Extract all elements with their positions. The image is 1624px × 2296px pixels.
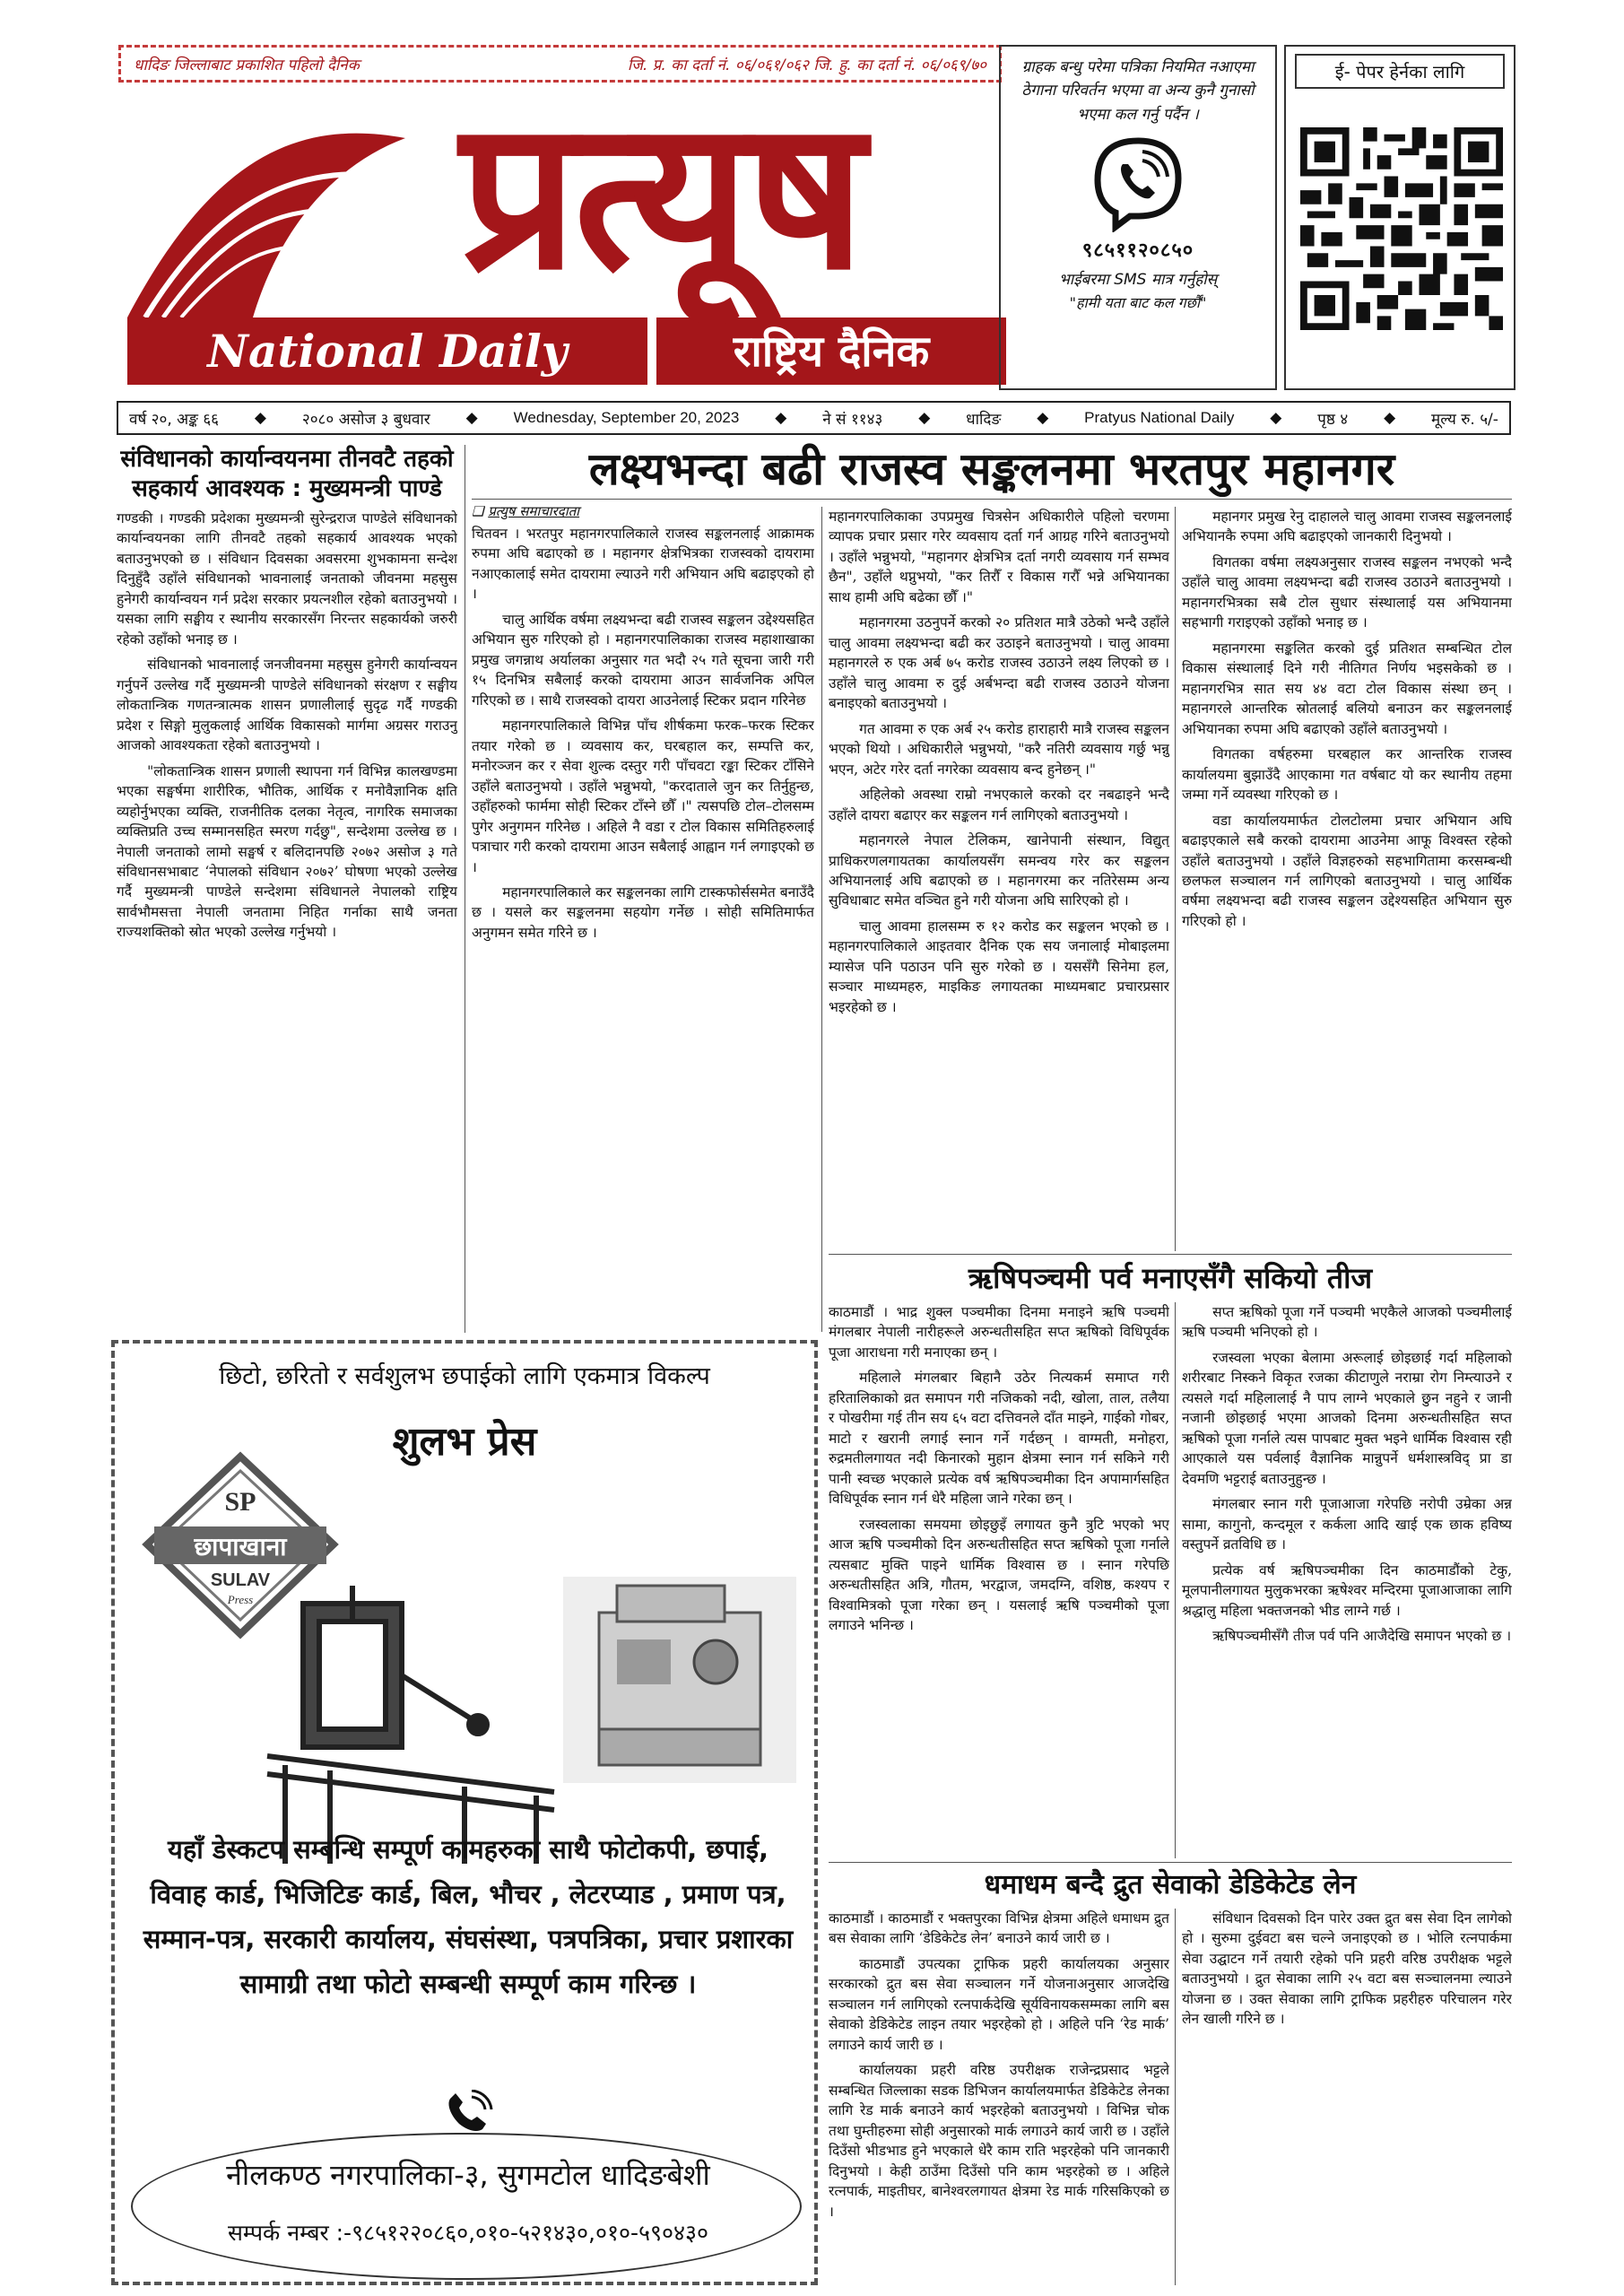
lead-paragraph: महानगर प्रमुख रेनु दाहालले चालु आवमा राजस्व सङ्कलनलाई अभियानकै रुपमा अघि बढाइएको जानकारी दिनुभयो । bbox=[1182, 509, 1512, 545]
teej-article-col-2 bbox=[1182, 1302, 1512, 1858]
lead-article-col-1 bbox=[472, 524, 814, 1331]
lead-paragraph: महानगरपालिकाका उपप्रमुख चित्रसेन अधिकारीले पहिलो चरणमा व्यापक प्रचार प्रसार गरेर व्यवसाय दर्ता गर्न आग्रह गरिने बताउनुभयो । उहाँले भन्नुभयो, "महानगर क्षेत्रभित्र दर्ता नगरी व्यवसाय गर्न सम्भव छैन", उहाँले थप्नुभयो, "कर तिरौँ र विकास गरौँ भन्ने अभियानका साथ हामी अघि बढेका छौँ ।" bbox=[829, 509, 1169, 605]
lead-paragraph: महानगरमा सङ्कलित करको दुई प्रतिशत सम्बन्धित टोल विकास संस्थालाई दिने गरी नीतिगत निर्णय भइसकेको छ । महानगरभित्र सात सय ४४ वटा टोल विकास संस्था छन् । महानगरले आन्तरिक स्रोतलाई बलियो बनाउन कर सङ्कलनलाई अभियानका रुपमा अघि बढाएको उहाँले बताउनुभयो । bbox=[1182, 639, 1512, 737]
bus-article-col-1 bbox=[829, 1909, 1169, 2285]
place: धादिङ bbox=[966, 410, 1002, 429]
viber-note: भाईबरमा SMS मात्र गर्नुहोस् bbox=[1058, 271, 1218, 290]
epaper-box bbox=[1284, 45, 1515, 390]
viber-number: ९८५११२०८५० bbox=[1081, 239, 1194, 263]
bus-paragraph: काठमाडौं उपत्यका ट्राफिक प्रहरी कार्यालयका अनुसार सरकारको द्रुत बस सेवा सञ्चालन गर्ने योजनाअनुसार आजदेखि सञ्चालन गर्न लागिएको रत्नपार्कदेखि सूर्यविनायकसम्मका लागि बस सेवाको डेडिकेटेड लाइन तयार भइरहेको हो । अहिले पनि ‘रेड मार्क’ लगाउने कार्य जारी छ । bbox=[829, 1955, 1169, 2053]
price: मूल्य रु. ५/- bbox=[1431, 410, 1498, 429]
masthead-tagline: धादिङ जिल्लाबाट प्रकाशित पहिलो दैनिक bbox=[134, 56, 360, 74]
teej-paragraph: मंगलबार स्नान गरी पूजाआजा गरेपछि नरोपी उम्रेका अन्न सामा, कागुनो, कन्दमूल र कर्कला आदि खाई एक छाक हविष्य वस्तुपर्ने व्रतविधि छ । bbox=[1182, 1496, 1512, 1553]
logo-sub: SULAV bbox=[210, 1570, 271, 1590]
left-article bbox=[117, 445, 457, 1333]
logo bbox=[109, 76, 1006, 393]
lead-paragraph: चितवन । भरतपुर महानगरपालिकाले राजस्व सङ्कलनलाई आक्रामक रुपमा अघि बढाएको छ । महानगर क्षेत्रभित्रका राजस्वको दायरामा नआएकालाई समेत दायरामा ल्याउने गरी अभियान अघि बढाइएको हो । bbox=[472, 526, 814, 603]
lead-article-headline: लक्ष्यभन्दा बढी राजस्व सङ्कलनमा भरतपुर महानगर bbox=[588, 443, 1395, 495]
bus-article-headline: धमाधम बन्दै द्रुत सेवाको डेडिकेटेड लेन bbox=[984, 1869, 1357, 1900]
viber-icon bbox=[1089, 134, 1187, 232]
english-date: Wednesday, September 20, 2023 bbox=[513, 409, 740, 426]
paper-name: Pratyus National Daily bbox=[1084, 409, 1235, 426]
lead-article-byline bbox=[472, 502, 812, 522]
bus-paragraph: संविधान दिवसको दिन पारेर उक्त द्रुत बस सेवा दिन लागेको हो । सुरुमा दुईवटा बस चल्ने जनाइएको छ । भोलि रत्नपार्कमा सेवा उद्घाटन गर्ने तयारी रहेको पनि प्रहरी वरिष्ठ उपरीक्षक भट्टले बताउनुभयो । द्रुत सेवाका लागि २५ वटा बस सञ्चालनमा ल्याउने योजना छ । उक्त सेवाका लागि ट्राफिक प्रहरीहरु परिचालन गरेर लेन खाली गरिने छ । bbox=[1182, 1910, 1512, 2028]
lead-paragraph: वडा कार्यालयमार्फत टोलटोलमा प्रचार अभियान अघि बढाइएकाले सबै करको दायरामा आउनेमा आफू विश्वस्त रहेको उहाँले बताउनुभयो । उहाँले विज्ञहरुको सहभागितामा करसम्बन्धी छलफल सञ्चालन गर्न लागिएको बताउनुभयो । चालु आर्थिक वर्षमा लक्ष्यभन्दा बढी राजस्व सङ्कलन उद्देश्यसहित अभियान सुरु गरिएको हो । bbox=[1182, 812, 1512, 929]
byline-marker-icon: ❑ bbox=[472, 503, 489, 519]
bus-paragraph: कार्यालयका प्रहरी वरिष्ठ उपरीक्षक राजेन्द्रप्रसाद भट्टले सम्बन्धित जिल्लाका सडक डिभिजन कार्यालयमार्फत डेडिकेटेड लेनका लागि रेड मार्क बनाउने कार्य भइरहेको बताउनुभयो । विभिन्न चोक तथा घुम्तीहरुमा सोही अनुसारको मार्क लगाउने कार्य जारी छ । उहाँले दिउँसो भीडभाड हुने भएकाले धेरै काम राति भइरहेको पनि जानकारी दिनुभयो । केही ठाउँमा दिउँसो पनि काम भइरहेको छ । अहिले रत्नपार्क, माइतीघर, बानेश्वरलगायत क्षेत्रमा रेड मार्क गरिसकिएको छ । bbox=[829, 2062, 1169, 2220]
lead-article-col-2 bbox=[829, 507, 1169, 1251]
logo-text: प्रत्यूष bbox=[460, 76, 862, 316]
ad-services: यहाँ डेस्कटप सम्बन्धि सम्पूर्ण कामहरुका साथै फोटोकपी, छपाई, विवाह कार्ड, भिजिटिङ कार्ड, बिल, भौचर , लेटरप्याड , प्रमाण पत्र, सम्मान-पत्र, सरकारी कार्यालय, संघसंस्था, पत्रपत्रिका, प्रचार प्रशारका सामाग्री तथा फोटो सम्बन्धी सम्पूर्ण काम गरिन्छ । bbox=[143, 1834, 794, 1999]
subscriber-notice-box bbox=[999, 45, 1277, 390]
lead-paragraph: गत आवमा रु एक अर्ब २५ करोड हाराहारी मात्रै राजस्व सङ्कलन भएको थियो । अधिकारीले भन्नुभयो, "करै नतिरी व्यवसाय गर्छु भन्नु भएन, अटेर गरेर दर्ता नगरेका व्यवसाय बन्द हुनेछन् ।" bbox=[829, 720, 1169, 778]
ad-address: नीलकण्ठ नगरपालिका-३, सुगमटोल धादिङबेशी bbox=[226, 2158, 710, 2192]
left-article-paragraph: गण्डकी । गण्डकी प्रदेशका मुख्यमन्त्री सुरेन्द्रराज पाण्डेले संविधानको कार्यान्वयनका लागि तीनवटै तहको सहकार्य आवश्यक भएको बताउनुभएको छ । संविधान दिवसका अवसरमा शुभकामना सन्देश दिनुहुँदै उहाँले संविधानको भावनालाई जनताको जीवनमा महसुस हुनेगरी कार्यान्वयन गर्न प्रदेश सरकार प्रयत्नशील रहेको बताउनुभयो । यसका लागि सङ्घीय र स्थानीय सरकारसँग निरन्तर सहकार्यको जरुरी रहेको उहाँको भनाइ छ । bbox=[117, 510, 457, 648]
epaper-qr-code[interactable] bbox=[1300, 127, 1503, 330]
epaper-label: ई- पेपर हेर्नका लागि bbox=[1295, 54, 1505, 89]
viber-quote: "हामी यता बाट कल गर्छौं" bbox=[1069, 294, 1207, 312]
volume-issue: वर्ष २०, अङ्क ६६ bbox=[129, 410, 220, 429]
lead-paragraph: महानगरपालिकाले कर सङ्कलनका लागि टास्कफोर्ससमेत बनाउँदै छ । यसले कर सङ्कलनमा सहयोग गर्नेछ । सोही समितिमार्फत अनुगमन समेत गरिने छ । bbox=[472, 883, 814, 941]
byline-text: प्रत्युष समाचारदाता bbox=[488, 503, 580, 519]
ad-contact-oval bbox=[131, 2133, 802, 2280]
ad-title: शुलभ प्रेस bbox=[392, 1419, 537, 1465]
lead-paragraph: चालु आवमा हालसम्म रु १२ करोड कर सङ्कलन भएको छ । महानगरपालिकाले आइतवार दैनिक एक सय जनालाई मोबाइलमा म्यासेज पनि पठाउन पनि सुरु गरेको छ । यससँगै सिनेमा हल, सञ्चार माध्यमहरु, माइकिङ लगायतका माध्यमबाट प्रचारप्रसार भइरहेको छ । bbox=[829, 918, 1169, 1015]
nepal-sambat: ने सं ११४३ bbox=[822, 410, 883, 429]
bus-article-col-2 bbox=[1182, 1909, 1512, 2285]
subscriber-notice: ग्राहक बन्धु परेमा पत्रिका नियमित नआएमा ठेगाना परिवर्तन भएमा वा अन्य कुनै गुनासो भएमा कल गर्नु पर्दैन । bbox=[1021, 58, 1255, 124]
dateline-bar: वर्ष २०, अङ्क ६६ ◆ २०८० असोज ३ बुधवार ◆ Wednesday, September 20, 2023 ◆ ने सं ११४३ ◆ धादिङ ◆ Pratyus National Daily ◆ पृष्ठ ४ ◆ मूल्य रु. ५/- bbox=[117, 401, 1511, 435]
teej-paragraph: प्रत्येक वर्ष ऋषिपञ्चमीका दिन काठमाडौंको टेकु, मूलपानीलगायत मुलुकभरका ऋषेश्वर मन्दिरमा पूजाआजाका लागि श्रद्धालु महिला भक्तजनको भीड लाग्ने गर्छ । bbox=[1182, 1561, 1512, 1619]
ad-banner: छिटो, छरितो र सर्वशुलभ छपाईको लागि एकमात्र विकल्प bbox=[219, 1362, 710, 1390]
lead-article-col-3 bbox=[1182, 507, 1512, 1251]
lead-paragraph: चालु आर्थिक वर्षमा लक्ष्यभन्दा बढी राजस्व सङ्कलन उद्देश्यसहित अभियान सुरु गरिएको हो । महानगरपालिकाका राजस्व महाशाखाका प्रमुख जगन्नाथ अर्यालका अनुसार गत भदौ २५ गते सूचना जारी गरी १५ दिनभित्र सबैलाई करको दायरामा आउन सार्वजनिक अपिल गरिएको छ । साथै राजस्वको दायरा आउनेलाई स्टिकर प्रदान गरिनेछ bbox=[472, 611, 814, 709]
lead-paragraph: अहिलेको अवस्था राम्रो नभएकाले करको दर नबढाइने भन्दै उहाँले दायरा बढाएर कर सङ्कलन गर्न लागिएको बताउनुभयो । bbox=[829, 787, 1169, 823]
bus-paragraph: काठमाडौं । काठमाडौं र भक्तपुरका विभिन्न क्षेत्रमा अहिले धमाधम द्रुत बस सेवाका लागि ‘डेडिकेटेड लेन’ बनाउने कार्य जारी छ । bbox=[829, 1910, 1169, 1947]
teej-paragraph: रजस्वला भएका बेलामा अरूलाई छोइछाई गर्दा महिलाको शरीरबाट निस्कने विकृत रजका कीटाणुले नराम्रा रोग निम्त्याउने र त्यसले गर्दा महिलालाई नै पाप लाग्ने भएकाले छुन नहुने र जानी नजानी छोइछाई भएमा आजको दिनमा अरुन्धतीसहित सप्त ऋषिको पूजा गर्नाले त्यस पापबाट मुक्त भइने धार्मिक विश्वास रही आएकाले यस पर्वलाई वैज्ञानिक मान्नुपर्ने धर्मशास्त्रविद् प्रा डा देवमणि भट्टराई बताउनुहुन्छ । bbox=[1182, 1349, 1512, 1487]
teej-paragraph: सप्त ऋषिको पूजा गर्ने पञ्चमी भएकैले आजको पञ्चमीलाई ऋषि पञ्चमी भनिएको हो । bbox=[1182, 1304, 1512, 1341]
sulav-press-ad[interactable] bbox=[111, 1340, 818, 2285]
lead-paragraph: महानगरपालिकाले विभिन्न पाँच शीर्षकमा फरक–फरक स्टिकर तयार गरेको छ । व्यवसाय कर, घरबहाल कर, सम्पत्ति कर, मनोरञ्जन कर र सेवा शुल्क दस्तुर गरी पाँचवटा रङ्का स्टिकर टाँसिने उहाँले बताउनुभयो । उहाँले भन्नुभयो, "करदाताले जुन कर तिर्नुहुन्छ, उहाँहरुको फार्ममा सोही स्टिकर टाँस्ने छौँ ।" त्यसपछि टोल–टोलसम्म पुगेर अनुगमन गरिनेछ । अहिले नै वडा र टोल विकास समितिहरुलाई पत्राचार गरी करको दायरामा आउन सबैलाई आह्वान गर्न लगाइएको छ । bbox=[472, 718, 814, 875]
logo-nepali-name: राष्ट्रिय दैनिक bbox=[733, 326, 930, 377]
teej-article-col-1 bbox=[829, 1302, 1169, 1858]
logo-english-name: National Daily bbox=[207, 325, 568, 378]
left-article-headline: संविधानको कार्यान्वयनमा तीनवटै तहको सहकार्य आवश्यक : मुख्यमन्त्री पाण्डे bbox=[120, 446, 454, 502]
lead-paragraph: विगतका वर्षहरुमा घरबहाल कर आन्तरिक राजस्व कार्यालयमा बुझाउँदै आएकामा गत वर्षबाट यो कर स्थानीय तहमा जम्मा गर्ने व्यवस्था गरिएको छ । bbox=[1182, 746, 1512, 804]
nepali-date: २०८० असोज ३ बुधवार bbox=[301, 410, 430, 429]
left-article-paragraph: "लोकतान्त्रिक शासन प्रणाली स्थापना गर्न विभिन्न कालखण्डमा भएका सङ्घर्षमा शारीरिक, भौतिक, आर्थिक र मनोवैज्ञानिक क्षति व्यहोर्नुभएका व्यक्ति, राजनीतिक दलका नेतृत्व, नागरिक समाजका व्यक्तिप्रति उच्च सम्मानसहित स्मरण गर्दछु", सन्देशमा उल्लेख छ । नेपाली जनताको लामो सङ्घर्ष र बलिदानपछि २०७२ असोज ३ गते संविधानसभाबाट ‘नेपालको संविधान २०७२’ घोषणा भएको उल्लेख गर्दै मुख्यमन्त्री पाण्डेले सन्देशमा संविधानले नेपालको राष्ट्रिय सार्वभौमसत्ता नेपाली जनतामा निहित गर्नाका साथै जनता राज्यशक्तिको स्रोत भएको उल्लेख गर्नुभयो । bbox=[117, 762, 457, 941]
ad-contact: सम्पर्क नम्बर :-९८५१२२०८६०,०१०-५२१४३०,०१०-५९०४३० bbox=[227, 2220, 709, 2246]
offset-press-illustration bbox=[563, 1577, 796, 1783]
page-number: पृष्ठ ४ bbox=[1317, 410, 1349, 429]
teej-paragraph: ऋषिपञ्चमीसँगै तीज पर्व पनि आजैदेखि समापन भएको छ । bbox=[1212, 1628, 1512, 1645]
logo-initials: SP bbox=[224, 1487, 256, 1517]
teej-paragraph: रजस्वलाका समयमा छोइछुइँ लगायत कुनै त्रुटि भएको भए आज ऋषि पञ्चमीको दिन अरुन्धतीसहित सप्त ऋषिको पूजा गर्नाले त्यसबाट मुक्ति पाइने धार्मिक विश्वास छ । स्नान गरेपछि अरुन्धतीसहित अत्रि, गौतम, भरद्वाज, जमदग्नि, वशिष्ठ, कश्यप र विश्वामित्रको पूजा गरेका छन् । यसलाई ऋषि पञ्चमीको पूजा लगाउने भनिन्छ । bbox=[829, 1516, 1169, 1634]
logo-small: Press bbox=[227, 1593, 254, 1606]
masthead-registration: जि. प्र. का दर्ता नं. ०६/०६१/०६२ जि. हु. का दर्ता नं. ०६/०६९/७० bbox=[627, 56, 986, 74]
teej-paragraph: महिलाले मंगलबार बिहानै उठेर नित्यकर्म समाप्त गरी हरितालिकाको व्रत समापन गरी नजिकको नदी, खोला, ताल, तलैया र पोखरीमा गई तीन सय ६५ वटा दत्तिवनले दाँत माझ्ने, गाईको गोबर, माटो र खरानी लगाई स्नान गर्ने गर्दछन् । वाग्मती, मनोहरा, रुद्रमतीलगायत नदी किनारको मुहान क्षेत्रमा स्नान गर्न सकिने गरी पानी स्वच्छ भएकाले प्रत्येक वर्ष ऋषिपञ्चमीका दिन अपामार्गसहित विधिपूर्वक स्नान गर्न धेरै महिला जाने गरेका छन् । bbox=[829, 1370, 1169, 1508]
lead-paragraph: महानगरले नेपाल टेलिकम, खानेपानी संस्थान, विद्युत् प्राधिकरणलगायतका कार्यालयसँग समन्वय गरेर कर सङ्कलन अभियानलाई अघि बढाएको छ । महानगरमा कर नतिरेसम्म अन्य सुविधाबाट समेत वञ्चित हुने गरी योजना अघि सारिएको हो । bbox=[829, 832, 1169, 909]
teej-paragraph: काठमाडौं । भाद्र शुक्ल पञ्चमीका दिनमा मनाइने ऋषि पञ्चमी मंगलबार नेपाली नारीहरूले अरुन्धतीसहित सप्त ऋषिको विधिपूर्वक पूजा आराधना गरी मनाएका छन् । bbox=[829, 1304, 1169, 1361]
lead-paragraph: विगतका वर्षमा लक्ष्यअनुसार राजस्व सङ्कलन नभएको भन्दै उहाँले चालु आवमा लक्ष्यभन्दा बढी राजस्व उठाउने बताउनुभयो । महानगरभित्रका सबै टोल सुधार संस्थालाई यस अभियानमा सहभागी गराइएको उहाँको भनाइ छ । bbox=[1182, 553, 1512, 631]
logo-main: छापाखाना bbox=[194, 1532, 287, 1561]
masthead bbox=[109, 36, 1015, 395]
left-article-paragraph: संविधानको भावनालाई जनजीवनमा महसुस हुनेगरी कार्यान्वयन गर्नुपर्ने उल्लेख गर्दै मुख्यमन्त्री पाण्डेले संविधानको संरक्षण र सङ्घीय लोकतान्त्रिक गणतन्त्रात्मक शासन प्रणालीलाई सुदृढ गर्दै गण्डकी प्रदेश र सिङ्गो मुलुकलाई आर्थिक विकासको मार्गमा अग्रसर गराउनु आजको आवश्यकता रहेको बताउनुभयो । bbox=[117, 657, 457, 754]
lead-paragraph: महानगरमा उठनुपर्ने करको २० प्रतिशत मात्रै उठेको भन्दै उहाँले चालु आवमा लक्ष्यभन्दा बढी कर उठाइने बताउनुभयो । चालु आवमा महानगरले रु एक अर्ब ७५ करोड राजस्व उठाउने लक्ष्य लिएको छ । उहाँले चालु आवमा रु दुई अर्बभन्दा बढी राजस्व उठाउने योजना बनाइएको बताउनुभयो । bbox=[829, 614, 1169, 712]
teej-article-headline: ऋषिपञ्चमी पर्व मनाएसँगै सकियो तीज bbox=[968, 1261, 1373, 1295]
phone-icon bbox=[443, 2090, 493, 2135]
